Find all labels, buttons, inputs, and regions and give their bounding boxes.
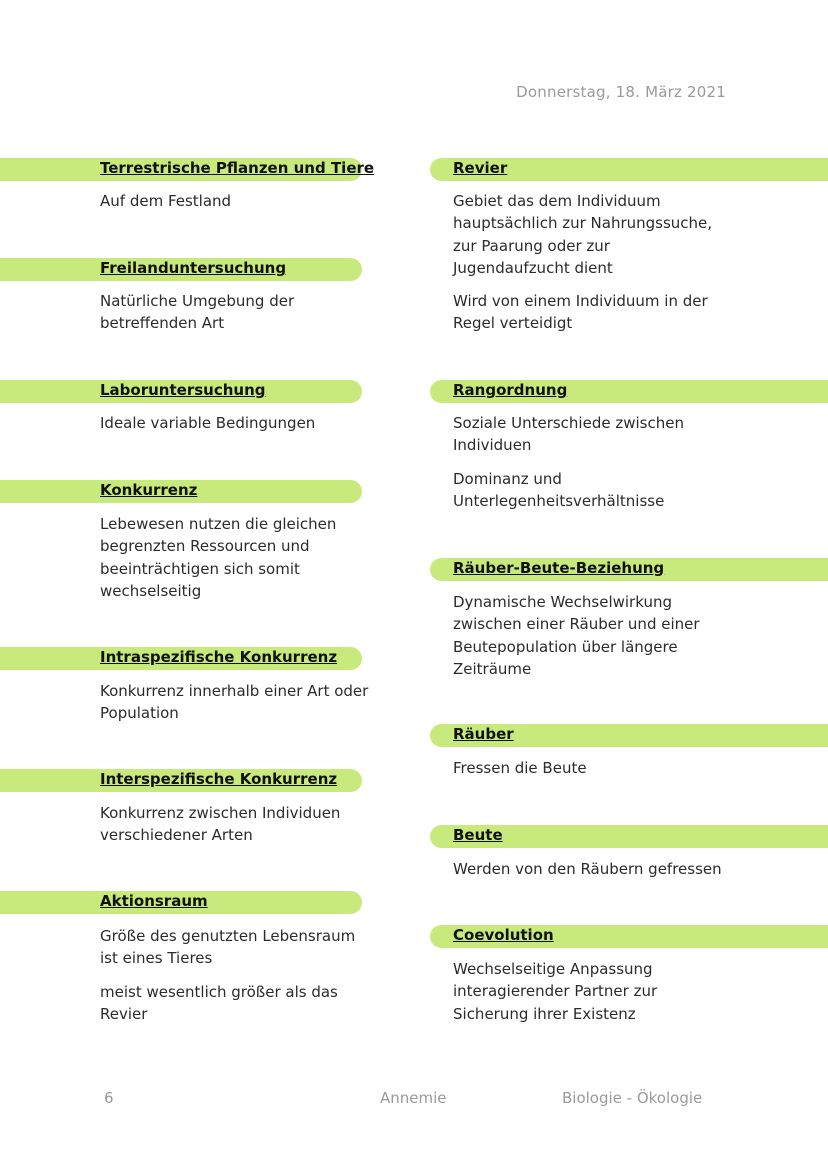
footer-subject: Biologie - Ökologie <box>562 1089 703 1107</box>
term-heading: Revier <box>453 159 508 177</box>
term-definition <box>100 190 370 212</box>
definition-paragraph: Wechselseitige Anpassung interagierender Partner zur Sicherung ihrer Existenz <box>453 960 658 1023</box>
definition-paragraph: meist wesentlich größer als das Revier <box>100 982 338 1023</box>
term-heading: Rangordnung <box>453 381 568 399</box>
term-heading: Coevolution <box>453 926 554 944</box>
definition-paragraph: Fressen die Beute <box>453 759 587 777</box>
term-definition <box>100 680 370 725</box>
definition-paragraph: Natürliche Umgebung der betreffenden Art <box>100 292 295 333</box>
term-definition <box>453 858 723 880</box>
term-definition <box>453 757 723 779</box>
term-heading: Aktionsraum <box>100 892 208 910</box>
definition-paragraph: Konkurrenz zwischen Individuen verschiedener Arten <box>100 804 341 845</box>
term-definition <box>453 958 723 1025</box>
term-heading: Freilanduntersuchung <box>100 259 287 277</box>
term-definition <box>453 190 723 335</box>
term-heading: Konkurrenz <box>100 481 198 499</box>
term-definition <box>453 412 723 512</box>
definition-paragraph: Dominanz und Unterlegenheitsverhältnisse <box>453 469 665 510</box>
term-definition <box>100 802 370 847</box>
term-heading: Interspezifische Konkurrenz <box>100 770 338 788</box>
term-heading: Beute <box>453 826 503 844</box>
term-heading: Laboruntersuchung <box>100 381 266 399</box>
definition-paragraph: Lebewesen nutzen die gleichen begrenzten Ressourcen und beeinträchtigen sich somit wechselseitig <box>100 515 337 600</box>
term-definition <box>100 513 370 602</box>
term-heading: Intraspezifische Konkurrenz <box>100 648 338 666</box>
definition-paragraph: Gebiet das dem Individuum hauptsächlich zur Nahrungssuche, zur Paarung oder zur Jugendaufzucht dient <box>453 192 713 277</box>
term-definition <box>100 925 370 1025</box>
definition-paragraph: Ideale variable Bedingungen <box>100 414 316 432</box>
definition-paragraph: Größe des genutzten Lebensraum ist eines Tieres <box>100 927 356 968</box>
page-date: Donnerstag, 18. März 2021 <box>516 83 726 101</box>
definition-paragraph: Auf dem Festland <box>100 192 232 210</box>
footer-author: Annemie <box>380 1089 447 1107</box>
page-number: 6 <box>104 1089 114 1107</box>
term-heading: Räuber <box>453 725 514 743</box>
definition-paragraph: Wird von einem Individuum in der Regel verteidigt <box>453 292 708 333</box>
term-definition <box>100 412 370 434</box>
definition-paragraph: Konkurrenz innerhalb einer Art oder Population <box>100 682 369 723</box>
term-heading: Terrestrische Pflanzen und Tiere <box>100 159 375 177</box>
term-definition <box>100 290 370 335</box>
definition-paragraph: Werden von den Räubern gefressen <box>453 860 722 878</box>
term-heading: Räuber-Beute-Beziehung <box>453 559 665 577</box>
term-definition <box>453 591 723 680</box>
definition-paragraph: Soziale Unterschiede zwischen Individuen <box>453 414 684 455</box>
definition-paragraph: Dynamische Wechselwirkung zwischen einer Räuber und einer Beutepopulation über längere Zeiträume <box>453 593 700 678</box>
